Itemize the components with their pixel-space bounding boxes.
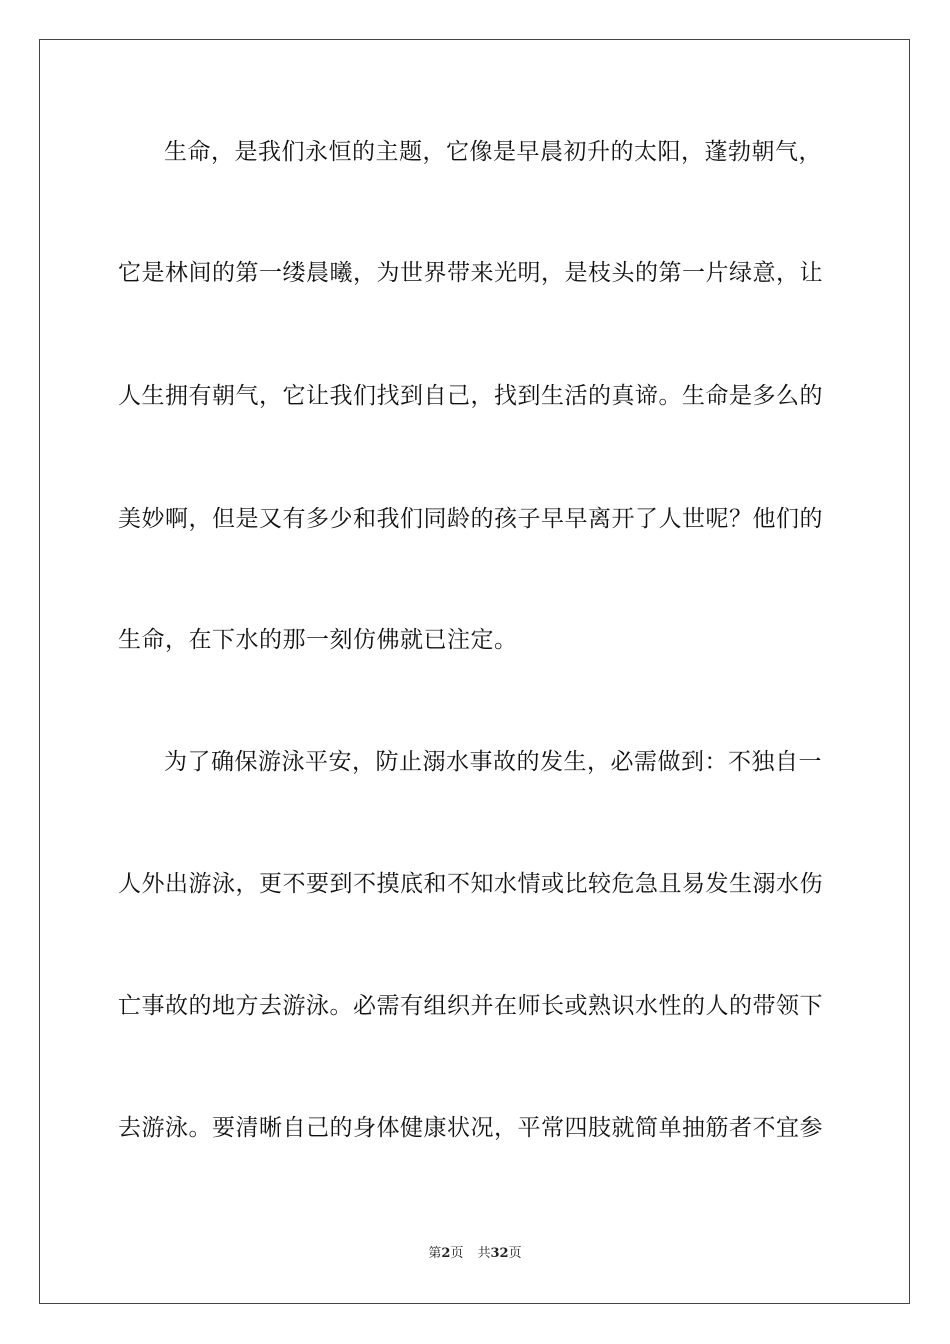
page-number: 2: [441, 1246, 451, 1261]
total-prefix: 共: [477, 1246, 491, 1261]
paragraph-1-line-2: 它是林间的第一缕晨曦，为世界带来光明，是枝头的第一片绿意，让: [118, 260, 823, 286]
total-pages: 32: [490, 1246, 509, 1261]
paragraph-1-line-3: 人生拥有朝气，它让我们找到自己，找到生活的真谛。生命是多么的: [118, 383, 823, 409]
paragraph-2-line-1: 为了确保游泳平安，防止溺水事故的发生，必需做到：不独自一: [164, 749, 822, 775]
paragraph-2-line-2: 人外出游泳，更不要到不摸底和不知水情或比较危急且易发生溺水伤: [118, 871, 823, 897]
paragraph-1-line-4: 美妙啊，但是又有多少和我们同龄的孩子早早离开了人世呢？他们的: [118, 506, 823, 532]
page-suffix: 页: [450, 1246, 464, 1261]
paragraph-2-line-4: 去游泳。要清晰自己的身体健康状况，平常四肢就简单抽筋者不宜参: [118, 1115, 823, 1141]
paragraph-1-line-5: 生命，在下水的那一刻仿佛就已注定。: [118, 627, 518, 653]
paragraph-2-line-3: 亡事故的地方去游泳。必需有组织并在师长或熟识水性的人的带领下: [118, 993, 823, 1019]
page-footer: [0, 1245, 950, 1263]
page-prefix: 第: [428, 1246, 442, 1261]
total-suffix: 页: [508, 1246, 522, 1261]
paragraph-1-line-1: 生命，是我们永恒的主题，它像是早晨初升的太阳，蓬勃朝气，: [164, 139, 822, 165]
